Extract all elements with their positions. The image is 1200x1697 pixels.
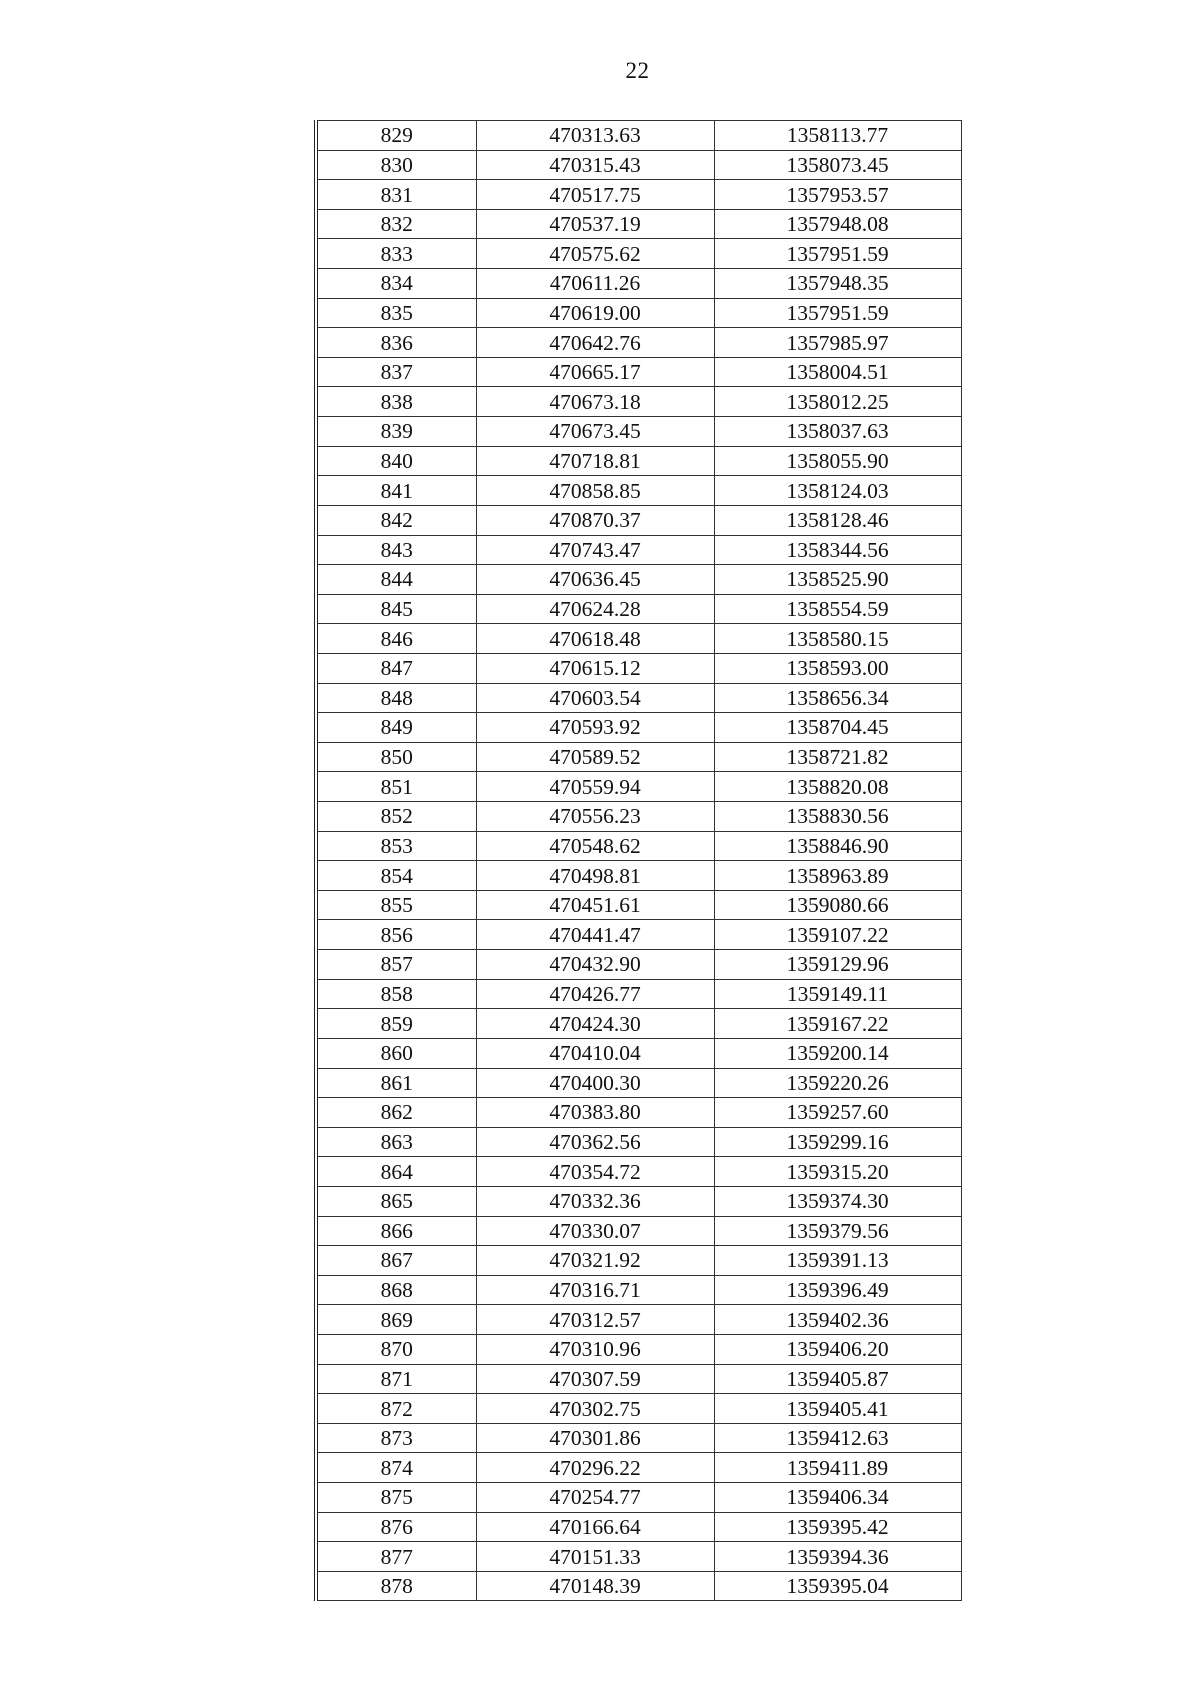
- x-coordinate-cell: 470330.07: [476, 1216, 714, 1246]
- table-row: [316, 446, 961, 476]
- y-coordinate-cell: 1357951.59: [714, 298, 961, 328]
- x-coordinate-cell: 470642.76: [476, 328, 714, 358]
- y-coordinate-cell: 1359220.26: [714, 1068, 961, 1098]
- x-coordinate-cell: 470517.75: [476, 180, 714, 210]
- coordinates-table: [314, 120, 962, 1601]
- point-number-cell: 853: [316, 831, 476, 861]
- x-coordinate-cell: 470559.94: [476, 772, 714, 802]
- point-number-cell: 840: [316, 446, 476, 476]
- point-number-cell: 841: [316, 476, 476, 506]
- y-coordinate-cell: 1359379.56: [714, 1216, 961, 1246]
- x-coordinate-cell: 470556.23: [476, 802, 714, 832]
- table-row: [316, 1157, 961, 1187]
- x-coordinate-cell: 470673.45: [476, 417, 714, 447]
- y-coordinate-cell: 1358344.56: [714, 535, 961, 565]
- table-row: [316, 180, 961, 210]
- y-coordinate-cell: 1359394.36: [714, 1542, 961, 1572]
- y-coordinate-cell: 1358037.63: [714, 417, 961, 447]
- x-coordinate-cell: 470301.86: [476, 1423, 714, 1453]
- x-coordinate-cell: 470400.30: [476, 1068, 714, 1098]
- page-number: 22: [625, 58, 650, 83]
- point-number-cell: 854: [316, 861, 476, 891]
- table-row: [316, 683, 961, 713]
- table-row: [316, 950, 961, 980]
- table-row: [316, 1334, 961, 1364]
- point-number-cell: 843: [316, 535, 476, 565]
- y-coordinate-cell: 1358846.90: [714, 831, 961, 861]
- y-coordinate-cell: 1358580.15: [714, 624, 961, 654]
- y-coordinate-cell: 1359402.36: [714, 1305, 961, 1335]
- table-row: [316, 505, 961, 535]
- point-number-cell: 860: [316, 1038, 476, 1068]
- x-coordinate-cell: 470354.72: [476, 1157, 714, 1187]
- point-number-cell: 862: [316, 1098, 476, 1128]
- table-row: [316, 713, 961, 743]
- y-coordinate-cell: 1359129.96: [714, 950, 961, 980]
- x-coordinate-cell: 470310.96: [476, 1334, 714, 1364]
- y-coordinate-cell: 1358820.08: [714, 772, 961, 802]
- x-coordinate-cell: 470316.71: [476, 1275, 714, 1305]
- point-number-cell: 831: [316, 180, 476, 210]
- point-number-cell: 845: [316, 594, 476, 624]
- table-row: [316, 742, 961, 772]
- x-coordinate-cell: 470362.56: [476, 1127, 714, 1157]
- x-coordinate-cell: 470307.59: [476, 1364, 714, 1394]
- table-row: [316, 1098, 961, 1128]
- point-number-cell: 861: [316, 1068, 476, 1098]
- table-row: [316, 298, 961, 328]
- x-coordinate-cell: 470151.33: [476, 1542, 714, 1572]
- x-coordinate-cell: 470166.64: [476, 1512, 714, 1542]
- y-coordinate-cell: 1358704.45: [714, 713, 961, 743]
- point-number-cell: 873: [316, 1423, 476, 1453]
- point-number-cell: 855: [316, 890, 476, 920]
- table-row: [316, 1453, 961, 1483]
- x-coordinate-cell: 470315.43: [476, 150, 714, 180]
- table-row: [316, 209, 961, 239]
- y-coordinate-cell: 1357948.35: [714, 269, 961, 299]
- point-number-cell: 842: [316, 505, 476, 535]
- x-coordinate-cell: 470432.90: [476, 950, 714, 980]
- y-coordinate-cell: 1359200.14: [714, 1038, 961, 1068]
- x-coordinate-cell: 470302.75: [476, 1394, 714, 1424]
- table-row: [316, 653, 961, 683]
- y-coordinate-cell: 1358128.46: [714, 505, 961, 535]
- point-number-cell: 856: [316, 920, 476, 950]
- point-number-cell: 850: [316, 742, 476, 772]
- table-row: [316, 150, 961, 180]
- y-coordinate-cell: 1358055.90: [714, 446, 961, 476]
- table-row: [316, 1009, 961, 1039]
- table-row: [316, 594, 961, 624]
- point-number-cell: 849: [316, 713, 476, 743]
- x-coordinate-cell: 470254.77: [476, 1483, 714, 1513]
- y-coordinate-cell: 1358012.25: [714, 387, 961, 417]
- y-coordinate-cell: 1358525.90: [714, 565, 961, 595]
- y-coordinate-cell: 1357953.57: [714, 180, 961, 210]
- y-coordinate-cell: 1358656.34: [714, 683, 961, 713]
- point-number-cell: 868: [316, 1275, 476, 1305]
- x-coordinate-cell: 470615.12: [476, 653, 714, 683]
- table-row: [316, 565, 961, 595]
- table-row: [316, 1305, 961, 1335]
- table-row: [316, 1186, 961, 1216]
- x-coordinate-cell: 470593.92: [476, 713, 714, 743]
- x-coordinate-cell: 470296.22: [476, 1453, 714, 1483]
- table-row: [316, 861, 961, 891]
- point-number-cell: 857: [316, 950, 476, 980]
- point-number-cell: 829: [316, 121, 476, 151]
- x-coordinate-cell: 470575.62: [476, 239, 714, 269]
- y-coordinate-cell: 1359149.11: [714, 979, 961, 1009]
- coordinates-table-body: [316, 121, 961, 1601]
- table-row: [316, 1423, 961, 1453]
- table-row: [316, 802, 961, 832]
- y-coordinate-cell: 1358124.03: [714, 476, 961, 506]
- point-number-cell: 836: [316, 328, 476, 358]
- x-coordinate-cell: 470665.17: [476, 357, 714, 387]
- y-coordinate-cell: 1359315.20: [714, 1157, 961, 1187]
- point-number-cell: 865: [316, 1186, 476, 1216]
- x-coordinate-cell: 470870.37: [476, 505, 714, 535]
- table-row: [316, 1038, 961, 1068]
- point-number-cell: 874: [316, 1453, 476, 1483]
- point-number-cell: 858: [316, 979, 476, 1009]
- table-row: [316, 624, 961, 654]
- y-coordinate-cell: 1359391.13: [714, 1246, 961, 1276]
- y-coordinate-cell: 1358721.82: [714, 742, 961, 772]
- y-coordinate-cell: 1359411.89: [714, 1453, 961, 1483]
- table-row: [316, 1571, 961, 1601]
- x-coordinate-cell: 470312.57: [476, 1305, 714, 1335]
- y-coordinate-cell: 1359396.49: [714, 1275, 961, 1305]
- point-number-cell: 872: [316, 1394, 476, 1424]
- table-row: [316, 121, 961, 151]
- y-coordinate-cell: 1359395.04: [714, 1571, 961, 1601]
- point-number-cell: 864: [316, 1157, 476, 1187]
- table-row: [316, 417, 961, 447]
- table-row: [316, 1246, 961, 1276]
- x-coordinate-cell: 470313.63: [476, 121, 714, 151]
- y-coordinate-cell: 1358113.77: [714, 121, 961, 151]
- table-row: [316, 269, 961, 299]
- y-coordinate-cell: 1357951.59: [714, 239, 961, 269]
- table-row: [316, 1394, 961, 1424]
- x-coordinate-cell: 470332.36: [476, 1186, 714, 1216]
- y-coordinate-cell: 1359405.41: [714, 1394, 961, 1424]
- table-row: [316, 890, 961, 920]
- y-coordinate-cell: 1359395.42: [714, 1512, 961, 1542]
- y-coordinate-cell: 1358963.89: [714, 861, 961, 891]
- table-row: [316, 1068, 961, 1098]
- y-coordinate-cell: 1359406.20: [714, 1334, 961, 1364]
- point-number-cell: 844: [316, 565, 476, 595]
- point-number-cell: 878: [316, 1571, 476, 1601]
- x-coordinate-cell: 470410.04: [476, 1038, 714, 1068]
- y-coordinate-cell: 1359107.22: [714, 920, 961, 950]
- y-coordinate-cell: 1359080.66: [714, 890, 961, 920]
- x-coordinate-cell: 470537.19: [476, 209, 714, 239]
- point-number-cell: 852: [316, 802, 476, 832]
- y-coordinate-cell: 1358554.59: [714, 594, 961, 624]
- point-number-cell: 859: [316, 1009, 476, 1039]
- x-coordinate-cell: 470548.62: [476, 831, 714, 861]
- point-number-cell: 876: [316, 1512, 476, 1542]
- x-coordinate-cell: 470426.77: [476, 979, 714, 1009]
- y-coordinate-cell: 1358004.51: [714, 357, 961, 387]
- table-row: [316, 1512, 961, 1542]
- y-coordinate-cell: 1357948.08: [714, 209, 961, 239]
- y-coordinate-cell: 1359405.87: [714, 1364, 961, 1394]
- table-row: [316, 535, 961, 565]
- y-coordinate-cell: 1359412.63: [714, 1423, 961, 1453]
- table-row: [316, 831, 961, 861]
- point-number-cell: 871: [316, 1364, 476, 1394]
- y-coordinate-cell: 1358073.45: [714, 150, 961, 180]
- point-number-cell: 870: [316, 1334, 476, 1364]
- table-row: [316, 1275, 961, 1305]
- point-number-cell: 833: [316, 239, 476, 269]
- x-coordinate-cell: 470618.48: [476, 624, 714, 654]
- table-row: [316, 1127, 961, 1157]
- x-coordinate-cell: 470498.81: [476, 861, 714, 891]
- x-coordinate-cell: 470603.54: [476, 683, 714, 713]
- x-coordinate-cell: 470636.45: [476, 565, 714, 595]
- x-coordinate-cell: 470718.81: [476, 446, 714, 476]
- x-coordinate-cell: 470858.85: [476, 476, 714, 506]
- table-row: [316, 357, 961, 387]
- point-number-cell: 851: [316, 772, 476, 802]
- x-coordinate-cell: 470383.80: [476, 1098, 714, 1128]
- x-coordinate-cell: 470619.00: [476, 298, 714, 328]
- table-row: [316, 239, 961, 269]
- x-coordinate-cell: 470624.28: [476, 594, 714, 624]
- point-number-cell: 834: [316, 269, 476, 299]
- point-number-cell: 835: [316, 298, 476, 328]
- table-row: [316, 328, 961, 358]
- y-coordinate-cell: 1357985.97: [714, 328, 961, 358]
- y-coordinate-cell: 1359406.34: [714, 1483, 961, 1513]
- point-number-cell: 875: [316, 1483, 476, 1513]
- x-coordinate-cell: 470611.26: [476, 269, 714, 299]
- point-number-cell: 838: [316, 387, 476, 417]
- x-coordinate-cell: 470743.47: [476, 535, 714, 565]
- point-number-cell: 867: [316, 1246, 476, 1276]
- table-row: [316, 920, 961, 950]
- table-row: [316, 979, 961, 1009]
- table-row: [316, 1364, 961, 1394]
- x-coordinate-cell: 470673.18: [476, 387, 714, 417]
- point-number-cell: 832: [316, 209, 476, 239]
- point-number-cell: 837: [316, 357, 476, 387]
- y-coordinate-cell: 1358830.56: [714, 802, 961, 832]
- y-coordinate-cell: 1359257.60: [714, 1098, 961, 1128]
- table-row: [316, 1216, 961, 1246]
- table-row: [316, 1542, 961, 1572]
- point-number-cell: 848: [316, 683, 476, 713]
- x-coordinate-cell: 470589.52: [476, 742, 714, 772]
- x-coordinate-cell: 470441.47: [476, 920, 714, 950]
- point-number-cell: 863: [316, 1127, 476, 1157]
- x-coordinate-cell: 470321.92: [476, 1246, 714, 1276]
- table-row: [316, 1483, 961, 1513]
- point-number-cell: 839: [316, 417, 476, 447]
- point-number-cell: 846: [316, 624, 476, 654]
- x-coordinate-cell: 470148.39: [476, 1571, 714, 1601]
- y-coordinate-cell: 1359167.22: [714, 1009, 961, 1039]
- table-row: [316, 772, 961, 802]
- point-number-cell: 847: [316, 653, 476, 683]
- y-coordinate-cell: 1358593.00: [714, 653, 961, 683]
- y-coordinate-cell: 1359299.16: [714, 1127, 961, 1157]
- x-coordinate-cell: 470451.61: [476, 890, 714, 920]
- point-number-cell: 830: [316, 150, 476, 180]
- point-number-cell: 866: [316, 1216, 476, 1246]
- point-number-cell: 877: [316, 1542, 476, 1572]
- table-row: [316, 387, 961, 417]
- table-row: [316, 476, 961, 506]
- x-coordinate-cell: 470424.30: [476, 1009, 714, 1039]
- y-coordinate-cell: 1359374.30: [714, 1186, 961, 1216]
- point-number-cell: 869: [316, 1305, 476, 1335]
